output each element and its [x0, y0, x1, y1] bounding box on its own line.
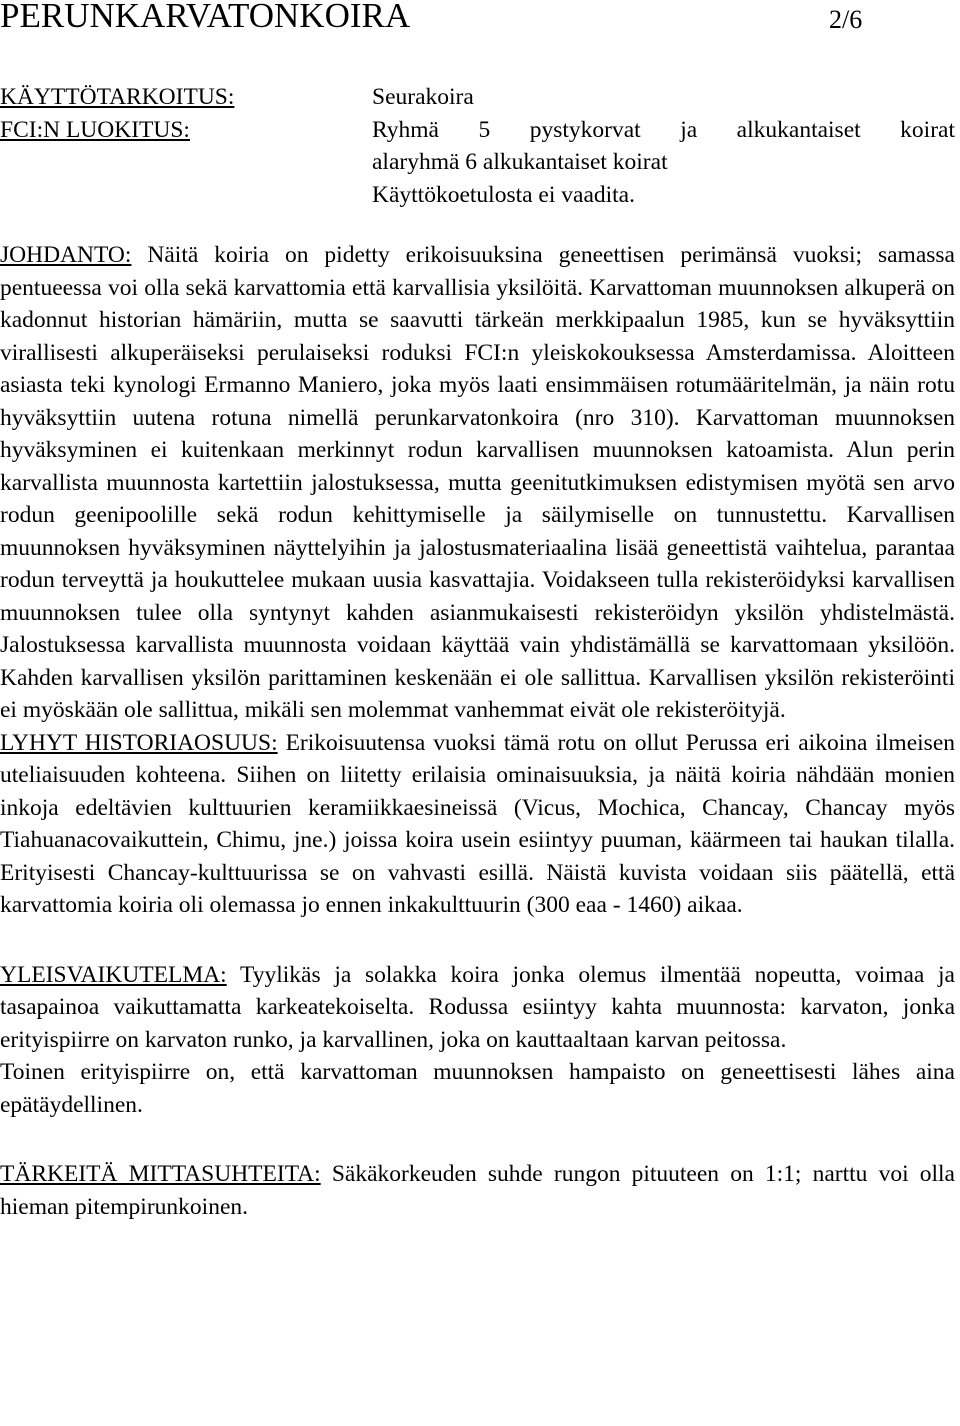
proportions-text: Säkäkorkeuden suhde rungon pituuteen on 1:1; narttu voi olla hieman pitempirunkoinen.: [0, 1161, 955, 1220]
usage-row: [0, 81, 955, 114]
intro-section: [0, 239, 955, 727]
fci-row: [0, 114, 955, 212]
general-text-2: Toinen erityispiirre on, että karvattoman muunnoksen hampaisto on geneettisesti lähes aina epätäydellinen.: [0, 1059, 955, 1118]
fci-subgroup: alaryhmä 6 alkukantaiset koirat: [372, 149, 668, 175]
history-heading: LYHYT HISTORIAOSUUS:: [0, 729, 278, 756]
intro-heading: JOHDANTO:: [0, 242, 132, 268]
breed-title: PERUNKARVATONKOIRA: [0, 0, 411, 35]
fci-group: Ryhmä 5 pystykorvat ja alkukantaiset koirat: [372, 116, 955, 143]
general-text: Tyylikäs ja solakka koira jonka olemus ilmentää nopeutta, voimaa ja tasapainoa vaikuttamatta karkeatekoiselta. Rodussa esiintyy kahta muunnosta: karvaton, jonka erityispiirre on karvaton runko, ja karvallinen, joka on kauttaaltaan karvan peitossa.: [0, 961, 955, 1053]
history-text: Erikoisuutensa vuoksi tämä rotu on ollut Perussa eri aikoina ilmeisen uteliaisuuden kohteena. Siihen on liitetty erilaisia ominaisuuksia, ja näitä koiria nähdään monien inkoja edeltävien kulttuurien keramiikkaesineissä (Vicus, Mochica, Chancay, Chancay myös Tiahuanacovaikuttein, Chimu, jne.) joissa koira usein esiintyy puuman, käärmeen tai haukan tilalla. Erityisesti Chancay-kulttuurissa se on vahvasti esillä. Näistä kuvista voidaan siis päätellä, että karvattomia koiria oli olemassa jo ennen inkakulttuurin (300 eaa - 1460) aikaa.: [0, 729, 955, 918]
page-header: [0, 0, 955, 40]
usage-value: Seurakoira: [372, 84, 474, 110]
intro-text: Näitä koiria on pidetty erikoisuuksina geneettisen perimänsä vuoksi; samassa pentueessa voi olla sekä karvattomia että karvallisia yksilöitä. Karvattoman muunnoksen alkuperä on kadonnut historian hämäriin, mutta se saavutti tärkeän merkkipaalun 1985, kun se hyväksyttiin virallisesti alkuperäiseksi perulaiseksi roduksi FCI:n yleiskokouksessa Amsterdamissa. Aloitteen asiasta teki kynologi Ermanno Maniero, joka myös laati ensimmäisen rotumääritelmän, ja näin rotu hyväksyttiin uutena rotuna nimellä perunkarvatonkoira (nro 310). Karvattoman muunnoksen hyväksyminen ei kuitenkaan merkinnyt rodun karvallisen muunnoksen katoamista. Alun perin karvallista muunnosta kartettiin jalostuksessa, mutta geenitutkimuksen edistymisen myötä sen arvo rodun geenipoolille sekä rodun kehittymiselle ja säilymiselle on tunnustettu. Karvallisen muunnoksen hyväksyminen näyttelyihin ja jalostusmateriaalina lisää geneettistä vaihtelua, parantaa rodun terveyttä ja houkuttelee mukaan uusia kasvattajia. Voidakseen tulla rekisteröidyksi karvallisen muunnoksen tulee olla syntynyt kahden asianmukaisesti rekisteröidyn yksilön yhdistelmästä. Jalostuksessa karvallista muunnosta voidaan käyttää vain yhdistämällä se karvattomaan yksilöön. Kahden karvallisen yksilön parittaminen keskenään ei ole sallittua. Karvallisen yksilön rekisteröinti ei myöskään ole sallittua, mikäli sen molemmat vanhemmat eivät ole rekisteröityjä.: [0, 242, 955, 723]
fci-working-trial: Käyttökoetulosta ei vaadita.: [372, 181, 635, 208]
usage-label: KÄYTTÖTARKOITUS:: [0, 84, 235, 110]
proportions-section: [0, 1158, 955, 1223]
general-heading: YLEISVAIKUTELMA:: [0, 961, 227, 988]
history-section: [0, 727, 955, 922]
proportions-heading: TÄRKEITÄ MITTASUHTEITA:: [0, 1161, 321, 1187]
breed-meta: [0, 81, 955, 211]
fci-label: FCI:N LUOKITUS:: [0, 116, 190, 143]
page-number: 2/6: [829, 5, 863, 34]
general-section: [0, 959, 955, 1057]
